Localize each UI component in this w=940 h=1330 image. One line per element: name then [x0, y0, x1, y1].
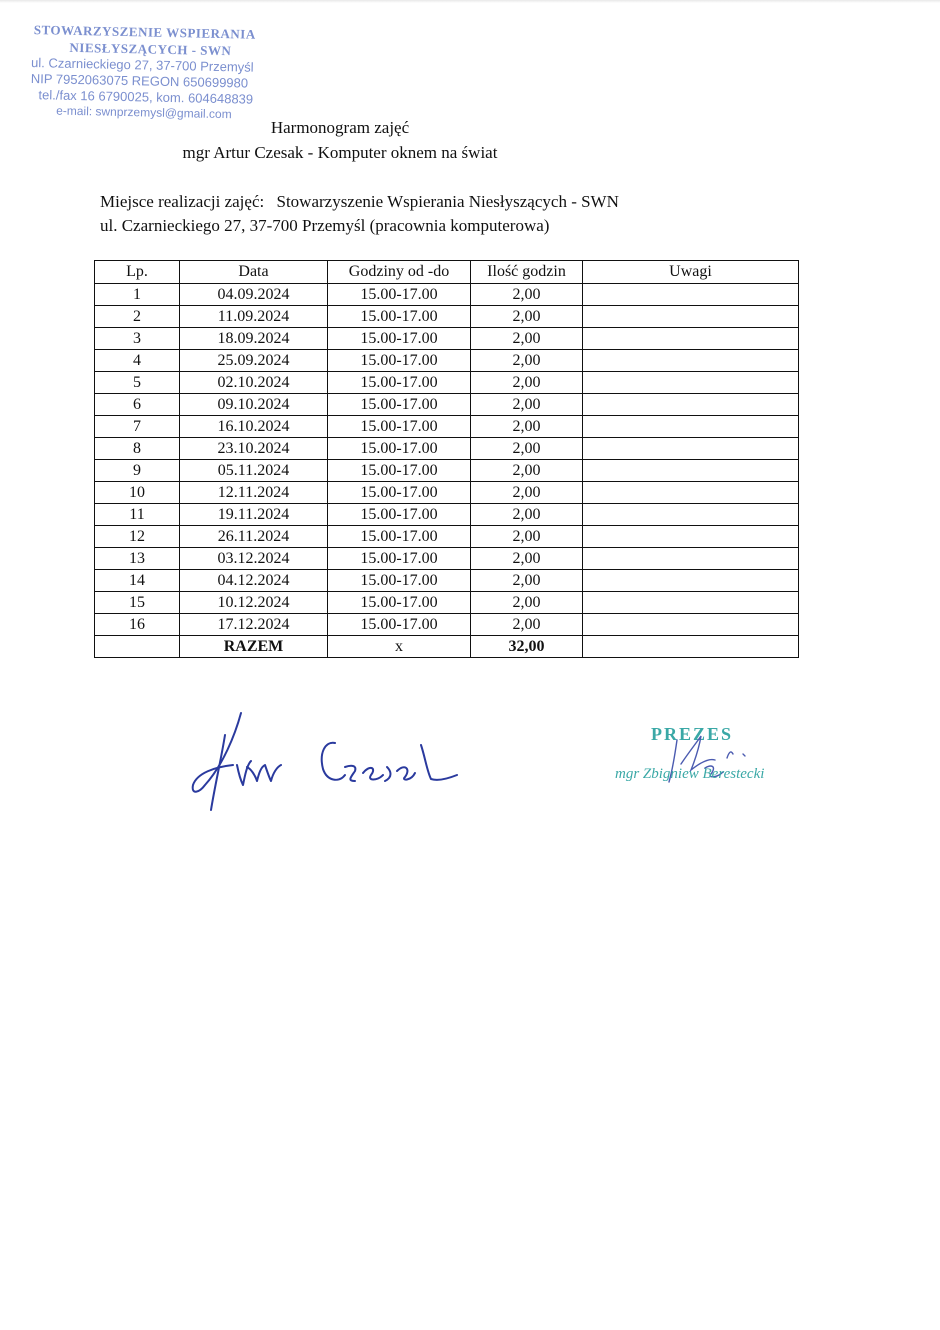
cell-notes	[583, 592, 799, 614]
cell-hours: 2,00	[471, 592, 583, 614]
table-row	[95, 328, 799, 350]
cell-lp: 14	[95, 570, 180, 592]
cell-hours-range: 15.00-17.00	[328, 328, 471, 350]
cell-date: 04.12.2024	[180, 570, 328, 592]
cell-hours-range: 15.00-17.00	[328, 438, 471, 460]
table-row	[95, 460, 799, 482]
venue-name: Stowarzyszenie Wspierania Niesłyszących - SWN	[276, 192, 619, 211]
cell-hours: 2,00	[471, 526, 583, 548]
cell-hours-range: 15.00-17.00	[328, 548, 471, 570]
cell-date: 23.10.2024	[180, 438, 328, 460]
stamp-line-address: ul. Czarnieckiego 27, 37-700 Przemyśl	[30, 55, 254, 75]
cell-notes	[583, 482, 799, 504]
cell-hours: 2,00	[471, 284, 583, 306]
cell-lp: 9	[95, 460, 180, 482]
table-row	[95, 592, 799, 614]
table-total-row	[95, 636, 799, 658]
stamp-line-name-1: STOWARZYSZENIE WSPIERANIA	[33, 22, 256, 42]
venue-line-1	[100, 190, 619, 214]
table-row	[95, 350, 799, 372]
cell-notes	[583, 394, 799, 416]
cell-hours: 2,00	[471, 570, 583, 592]
column-header-godziny: Godziny od -do	[328, 261, 471, 284]
table-row	[95, 438, 799, 460]
stamp-line-phone: tel./fax 16 6790025, kom. 604648839	[38, 87, 254, 107]
venue-address: ul. Czarnieckiego 27, 37-700 Przemyśl (pracownia komputerowa)	[100, 216, 550, 235]
stamp-line-nip-regon: NIP 7952063075 REGON 650699980	[30, 71, 249, 91]
cell-date: 25.09.2024	[180, 350, 328, 372]
total-notes-cell	[583, 636, 799, 658]
cell-hours-range: 15.00-17.00	[328, 350, 471, 372]
cell-date: 16.10.2024	[180, 416, 328, 438]
cell-notes	[583, 548, 799, 570]
cell-lp: 8	[95, 438, 180, 460]
cell-hours-range: 15.00-17.00	[328, 504, 471, 526]
cell-date: 04.09.2024	[180, 284, 328, 306]
cell-lp: 1	[95, 284, 180, 306]
cell-date: 09.10.2024	[180, 394, 328, 416]
schedule-table	[94, 260, 799, 658]
cell-lp: 11	[95, 504, 180, 526]
total-lp-cell	[95, 636, 180, 658]
document-subtitle: mgr Artur Czesak - Komputer oknem na świat	[182, 143, 498, 162]
cell-date: 12.11.2024	[180, 482, 328, 504]
cell-lp: 2	[95, 306, 180, 328]
table-row	[95, 526, 799, 548]
cell-lp: 4	[95, 350, 180, 372]
cell-hours-range: 15.00-17.00	[328, 460, 471, 482]
cell-date: 03.12.2024	[180, 548, 328, 570]
cell-date: 18.09.2024	[180, 328, 328, 350]
cell-hours-range: 15.00-17.00	[328, 416, 471, 438]
cell-lp: 13	[95, 548, 180, 570]
cell-notes	[583, 504, 799, 526]
cell-date: 19.11.2024	[180, 504, 328, 526]
cell-hours: 2,00	[471, 504, 583, 526]
handwritten-signature-artur-czesak	[185, 705, 475, 825]
venue-label: Miejsce realizacji zajęć:	[100, 192, 265, 211]
cell-notes	[583, 526, 799, 548]
cell-lp: 6	[95, 394, 180, 416]
column-header-lp: Lp.	[95, 261, 180, 284]
cell-hours: 2,00	[471, 438, 583, 460]
table-row	[95, 306, 799, 328]
venue-block	[100, 190, 619, 238]
table-row	[95, 614, 799, 636]
page-top-edge	[0, 0, 940, 3]
signature-drawing	[185, 705, 475, 820]
cell-hours-range: 15.00-17.00	[328, 372, 471, 394]
total-label-cell: RAZEM	[180, 636, 328, 658]
table-row	[95, 570, 799, 592]
cell-lp: 10	[95, 482, 180, 504]
president-stamp-name: mgr Zbigniew Berestecki	[615, 766, 765, 782]
table-row	[95, 394, 799, 416]
president-stamp-title: PREZES	[651, 724, 734, 744]
table-row	[95, 504, 799, 526]
table-row	[95, 284, 799, 306]
cell-hours-range: 15.00-17.00	[328, 526, 471, 548]
cell-hours: 2,00	[471, 372, 583, 394]
cell-date: 11.09.2024	[180, 306, 328, 328]
stamp-line-name-2: NIESŁYSZĄCYCH - SWN	[69, 39, 232, 59]
stamp-line-email: e-mail: swnprzemysl@gmail.com	[56, 103, 232, 122]
cell-lp: 3	[95, 328, 180, 350]
cell-lp: 16	[95, 614, 180, 636]
cell-hours: 2,00	[471, 548, 583, 570]
cell-date: 02.10.2024	[180, 372, 328, 394]
cell-hours: 2,00	[471, 350, 583, 372]
total-hours-cell: 32,00	[471, 636, 583, 658]
cell-notes	[583, 372, 799, 394]
cell-hours-range: 15.00-17.00	[328, 394, 471, 416]
cell-date: 05.11.2024	[180, 460, 328, 482]
cell-hours-range: 15.00-17.00	[328, 284, 471, 306]
cell-hours: 2,00	[471, 394, 583, 416]
cell-hours-range: 15.00-17.00	[328, 482, 471, 504]
cell-hours-range: 15.00-17.00	[328, 306, 471, 328]
cell-hours: 2,00	[471, 416, 583, 438]
cell-notes	[583, 460, 799, 482]
cell-lp: 12	[95, 526, 180, 548]
cell-hours: 2,00	[471, 614, 583, 636]
table-row	[95, 548, 799, 570]
cell-hours: 2,00	[471, 306, 583, 328]
document-title: Harmonogram zajęć	[270, 118, 410, 137]
cell-notes	[583, 284, 799, 306]
president-stamp	[605, 718, 805, 798]
cell-notes	[583, 570, 799, 592]
cell-hours-range: 15.00-17.00	[328, 570, 471, 592]
cell-date: 10.12.2024	[180, 592, 328, 614]
cell-hours-range: 15.00-17.00	[328, 592, 471, 614]
cell-notes	[583, 350, 799, 372]
cell-lp: 7	[95, 416, 180, 438]
cell-hours: 2,00	[471, 460, 583, 482]
table-row	[95, 416, 799, 438]
cell-date: 17.12.2024	[180, 614, 328, 636]
column-header-data: Data	[180, 261, 328, 284]
cell-notes	[583, 438, 799, 460]
cell-hours: 2,00	[471, 482, 583, 504]
total-hours-range-cell: x	[328, 636, 471, 658]
cell-hours: 2,00	[471, 328, 583, 350]
column-header-ilosc: Ilość godzin	[471, 261, 583, 284]
cell-date: 26.11.2024	[180, 526, 328, 548]
cell-notes	[583, 328, 799, 350]
table-row	[95, 482, 799, 504]
cell-lp: 15	[95, 592, 180, 614]
cell-hours-range: 15.00-17.00	[328, 614, 471, 636]
cell-notes	[583, 614, 799, 636]
column-header-uwagi: Uwagi	[583, 261, 799, 284]
table-header-row	[95, 261, 799, 284]
cell-notes	[583, 416, 799, 438]
cell-lp: 5	[95, 372, 180, 394]
organization-stamp	[28, 22, 295, 123]
table-row	[95, 372, 799, 394]
cell-notes	[583, 306, 799, 328]
